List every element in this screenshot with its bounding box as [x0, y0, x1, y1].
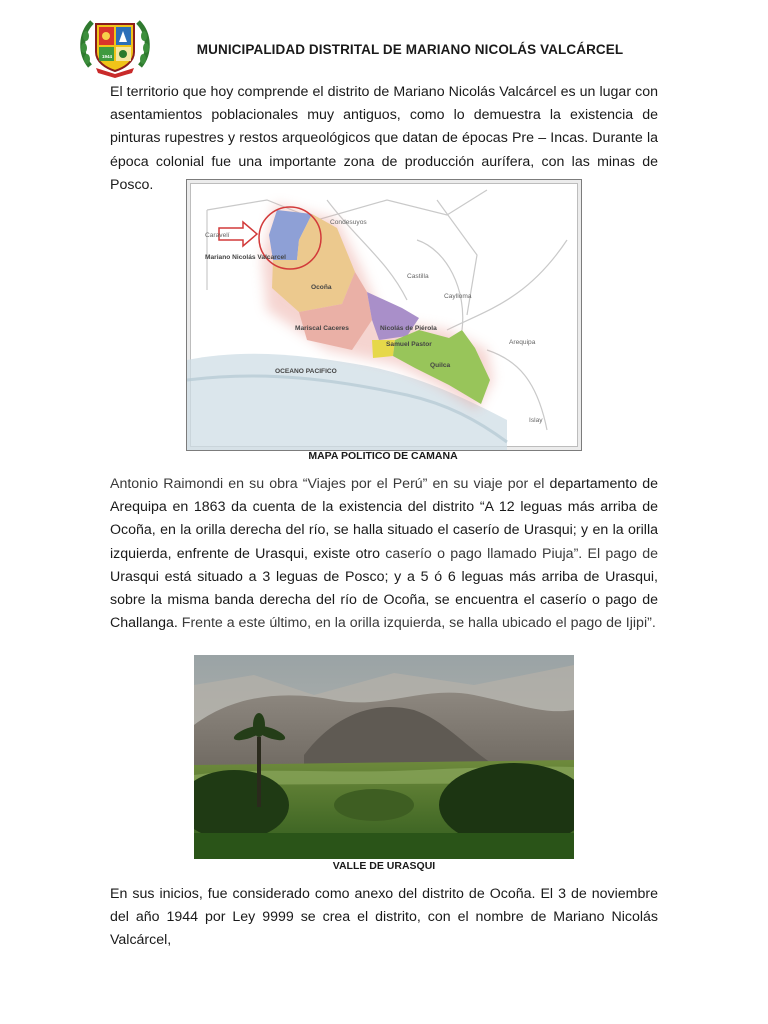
- label-condesuyos: Condesuyos: [330, 219, 367, 226]
- raimondi-paragraph: [110, 473, 658, 635]
- label-islay: Islay: [529, 417, 543, 424]
- map-caption: MAPA POLITICO DE CAMANA: [308, 450, 458, 462]
- municipal-coat-of-arms-logo: [78, 16, 152, 78]
- raimondi-text-1: Antonio Raimondi en su obra “Viajes por el Perú” en su viaje por el: [110, 476, 550, 492]
- political-map-camana: [186, 179, 582, 451]
- label-oceano-pacifico: OCEANO PACIFICO: [275, 368, 337, 375]
- label-castilla: Castilla: [407, 273, 429, 280]
- raimondi-text-4: caserío o pago llamado Piuja”. El pago de: [385, 545, 658, 562]
- label-caylloma: Caylloma: [444, 293, 472, 300]
- label-mariano-nicolas-valcarcel: Mariano Nicolás Valcarcel: [205, 254, 286, 261]
- label-nicolas-de-pierola: Nicolás de Piérola: [380, 325, 437, 332]
- label-caraveli: Caravelí: [205, 232, 230, 239]
- photo-caption: VALLE DE URASQUI: [332, 860, 436, 872]
- valle-de-urasqui-photo: [194, 655, 574, 859]
- raimondi-text-6: Frente a este último, en la orilla izquierda, se halla ubicado el pago de Ijipi”.: [181, 615, 656, 632]
- logo-year: 1944: [102, 54, 113, 59]
- label-mariscal-caceres: Mariscal Caceres: [295, 325, 349, 332]
- raimondi-text-3: “A 12 leguas más arriba de Ocoña, en la orilla derecha del río, se halla situado el caserío de Urasqui; y en la orilla izquierda, enfrente de Urasqui, existe otro: [110, 499, 658, 562]
- raimondi-text-2: departamento de Arequipa en 1863 da cuenta de la existencia del distrito: [110, 476, 658, 516]
- label-arequipa: Arequipa: [509, 339, 536, 346]
- label-ocona: Ocoña: [311, 284, 332, 291]
- raimondi-text-5: Urasqui está situado a 3 leguas de Posco; y a 5 ó 6 leguas más arriba de Urasqui, sobre la misma banda derecha del río de Ocoña, se encuentra el caserío o pago de Challanga.: [110, 568, 658, 632]
- label-samuel-pastor: Samuel Pastor: [386, 341, 432, 348]
- page-header-title: MUNICIPALIDAD DISTRITAL DE MARIANO NICOLÁS VALCÁRCEL: [196, 42, 624, 57]
- intro-paragraph: El territorio que hoy comprende el distrito de Mariano Nicolás Valcárcel es un lugar con asentamientos poblacionales muy antiguos, como lo demuestra la existencia de pinturas rupestres y restos arqueológicos que datan de épocas Pre – Incas. Durante la época colonial fue una importante zona de producción aurífera, con las minas de Posco.: [110, 84, 658, 193]
- label-quilca: Quilca: [430, 362, 451, 369]
- origins-paragraph: En sus inicios, fue considerado como anexo del distrito de Ocoña. El 3 de noviembre del año 1944 por Ley 9999 se crea el distrito, con el nombre de Mariano Nicolás Valcárcel,: [110, 886, 658, 949]
